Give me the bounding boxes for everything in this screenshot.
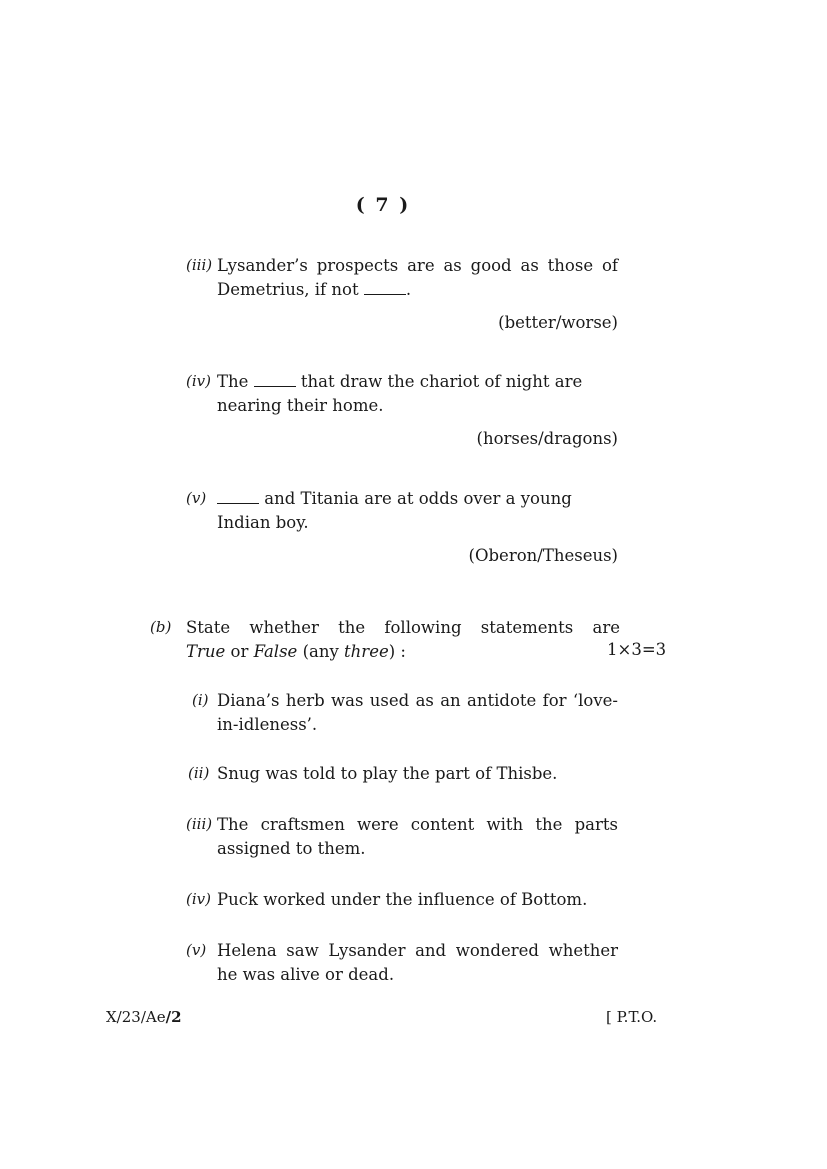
item-label: (v) bbox=[186, 489, 207, 507]
statement-text: Helena saw Lysander and wondered whether he was alive or dead. bbox=[217, 941, 618, 984]
answer-blank bbox=[254, 385, 296, 387]
statement-label: (v) bbox=[186, 941, 207, 959]
page-number: ( 7 ) bbox=[355, 194, 411, 216]
fill-blank-item-iii bbox=[186, 254, 618, 301]
statement-iv bbox=[186, 888, 618, 912]
instruction-word: whether bbox=[249, 618, 319, 637]
item-label: (iv) bbox=[186, 372, 211, 390]
instruction-word: are bbox=[592, 618, 620, 637]
statement-label: (i) bbox=[192, 691, 209, 709]
answer-blank bbox=[217, 502, 259, 504]
options-hint-iii: (better/worse) bbox=[498, 313, 618, 332]
fill-blank-item-iv bbox=[186, 370, 618, 417]
marks-allocation: 1×3=3 bbox=[607, 640, 667, 659]
item-label: (iii) bbox=[186, 256, 213, 274]
options-hint-iv: (horses/dragons) bbox=[476, 429, 618, 448]
item-text: The that draw the chariot of night are nearing their home. bbox=[217, 372, 583, 415]
instruction-word: the bbox=[338, 618, 366, 637]
statement-ii bbox=[186, 762, 618, 786]
statement-label: (iv) bbox=[186, 890, 211, 908]
answer-blank bbox=[364, 293, 406, 295]
statement-text: Snug was told to play the part of Thisbe. bbox=[217, 764, 558, 783]
instruction-word: following bbox=[384, 618, 462, 637]
paper-code: X/23/Ae/2 bbox=[106, 1008, 182, 1026]
fill-blank-item-v bbox=[186, 487, 618, 534]
instruction-word: statements bbox=[480, 618, 574, 637]
statement-label: (ii) bbox=[188, 764, 210, 782]
statement-text: The craftsmen were content with the parts assigned to them. bbox=[217, 815, 618, 858]
item-text: and Titania are at odds over a young Indian boy. bbox=[217, 489, 572, 532]
instruction-line-2: True or False (any three) : bbox=[186, 641, 406, 661]
statement-text: Diana’s herb was used as an antidote for ‘love-in-idleness’. bbox=[217, 691, 618, 734]
options-hint-v: (Oberon/Theseus) bbox=[468, 546, 618, 565]
statement-iii bbox=[186, 813, 618, 860]
question-b bbox=[150, 616, 620, 663]
instruction-word: State bbox=[186, 618, 231, 637]
statement-text: Puck worked under the influence of Bottom. bbox=[217, 890, 588, 909]
statement-i bbox=[186, 689, 618, 736]
pto-note: [ P.T.O. bbox=[606, 1008, 658, 1026]
item-text: Lysander’s prospects are as good as those of Demetrius, if not . bbox=[217, 256, 618, 299]
question-label: (b) bbox=[150, 618, 172, 636]
instruction-line-1 bbox=[150, 616, 620, 640]
statement-v bbox=[186, 939, 618, 986]
statement-label: (iii) bbox=[186, 815, 213, 833]
